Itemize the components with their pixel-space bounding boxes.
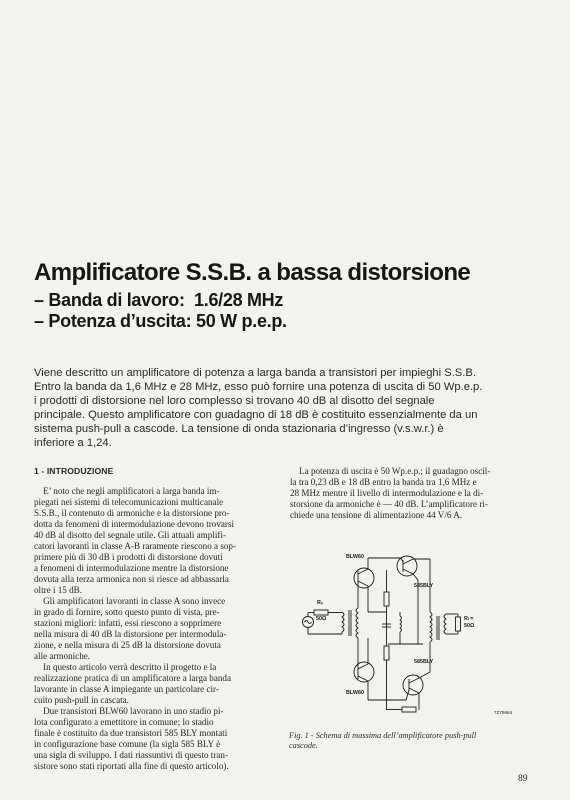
bias-resistor-upper xyxy=(384,592,389,606)
body-line: realizzazione pratica di un amplificatore a larga banda xyxy=(34,673,232,683)
abstract-line: inferiore a 1,24. xyxy=(34,437,112,449)
body-line: zione, e nella misura di 25 dB la distorsione dovuta xyxy=(34,640,221,650)
label-blw60-bottom: BLW60 xyxy=(346,690,364,696)
right-column xyxy=(290,466,546,521)
body-line: lota configurato a emettitore in comune; lo stadio xyxy=(34,717,214,727)
label-blw60-top: BLW60 xyxy=(346,554,364,560)
label-585bly-top: 585BLY xyxy=(414,583,434,589)
body-line: in grado di fornire, sotto questo punto di vista, pre- xyxy=(34,607,220,617)
body-line: S.S.B., il contenuto di armoniche e la distorsione pro- xyxy=(34,508,230,518)
body-line: Gli amplificatori lavoranti in classe A sono invece xyxy=(34,596,226,606)
right-column-body xyxy=(290,466,546,521)
input-transformer-secondary xyxy=(356,608,358,638)
body-line: storsione da armoniche è — 40 dB. L’amplificatore ri- xyxy=(290,499,488,509)
body-line: dotta da fenomeni di intermodulazione devono trovarsi xyxy=(34,519,235,529)
abstract-line: Viene descritto un amplificatore di potenza a larga banda a transistori per impieghi S.S.B. xyxy=(34,367,476,379)
abstract xyxy=(34,366,560,450)
body-line: La potenza di uscita è 50 Wp.e.p.; il guadagno oscil- xyxy=(290,466,491,476)
figure-caption xyxy=(289,731,539,751)
output-transformer-secondary xyxy=(444,614,446,634)
left-column xyxy=(34,466,284,772)
abstract-line: Entro la banda da 1,6 MHz e 28 MHz, esso può fornire una potenza di uscita di 50 Wp.e.p. xyxy=(34,381,483,393)
emitter-resistor xyxy=(402,707,416,712)
body-line: 40 dB al disotto del segnale utile. Gli attuali amplifi- xyxy=(34,530,226,540)
subtitle-power: – Potenza d’uscita: 50 W p.e.p. xyxy=(34,311,287,331)
body-line: Due transistori BLW60 lavorano in uno stadio pi- xyxy=(34,706,224,716)
left-column-body xyxy=(34,486,284,772)
body-line: sistore sono stati riportati alla fine di questo articolo). xyxy=(34,761,229,771)
figure-reference-code: 7Z79684 xyxy=(494,710,513,715)
body-line: piegati nei sistemi di telecomunicazioni multicanale xyxy=(34,497,224,507)
body-line: nella misura di 40 dB la distorsione per intermodula- xyxy=(34,629,227,639)
caption-line: cascode. xyxy=(289,741,318,750)
body-line: stazioni migliori: infatti, essi riescono a sopprimere xyxy=(34,618,222,628)
label-load-resistance: Rₗ = xyxy=(464,616,474,622)
article-title: Amplificatore S.S.B. a bassa distorsione xyxy=(34,259,471,286)
choke-inductor xyxy=(400,616,402,632)
body-line: chiede una tensione di alimentazione 44 V/6 A. xyxy=(290,510,463,520)
section-heading: 1 - INTRODUZIONE xyxy=(34,466,114,476)
abstract-line: i prodotti di distorsione nel loro complesso si trovano 40 dB al disotto del segnale xyxy=(34,395,435,407)
body-line: una sigla di sviluppo. I dati riassuntivi di questo tran- xyxy=(34,750,228,760)
body-line: finale è costituito da due transistori 585 BLY montati xyxy=(34,728,228,738)
body-line: alle armoniche. xyxy=(34,651,91,661)
body-line: la tra 0,23 dB e 18 dB entro la banda tra 1,6 MHz e xyxy=(290,477,477,487)
body-line: catori lavoranti in classe A-B raramente riescono a sop- xyxy=(34,541,237,551)
source-resistor xyxy=(314,610,328,615)
body-line: primere più di 30 dB i prodotti di distorsione dovuti xyxy=(34,552,223,562)
body-line: 28 MHz mentre il livello di intermodulazione e la di- xyxy=(290,488,484,498)
label-585bly-bottom: 585BLY xyxy=(414,659,434,665)
body-line: cuito push-pull in cascata. xyxy=(34,695,129,705)
page-number: 89 xyxy=(518,774,528,784)
body-line: lavorante in classe A impiegante un particolare cir- xyxy=(34,684,219,694)
label-source-resistance-value: 50Ω xyxy=(316,616,327,622)
bias-resistor-lower xyxy=(384,646,389,660)
output-transformer-primary xyxy=(430,612,432,642)
label-load-resistance-value: 50Ω xyxy=(464,623,475,629)
body-line: a fenomeni di intermodulazione mentre la distorsione xyxy=(34,563,229,573)
circuit-figure xyxy=(298,550,538,730)
circuit-schematic xyxy=(298,550,538,730)
transistor-585bly-lower xyxy=(403,675,423,695)
caption-line: Fig. 1 - Schema di massima dell’amplificatore push-pull xyxy=(289,731,477,740)
body-line: dovuta alla terza armonica non si riesce ad abbassarla xyxy=(34,574,229,584)
body-line: in configurazione base comune (la sigla 585 BLY è xyxy=(34,739,221,749)
body-line: E’ noto che negli amplificatori a larga banda im- xyxy=(34,486,220,496)
body-line: oltre i 15 dB. xyxy=(34,585,82,595)
load-resistor xyxy=(456,617,461,631)
input-transformer-primary xyxy=(342,612,344,632)
body-line: In questo articolo verrà descritto il progetto e la xyxy=(34,662,217,672)
subtitle-bandwidth: – Banda di lavoro: 1.6/28 MHz xyxy=(34,290,284,310)
label-source-resistance: Rₛ xyxy=(317,600,323,606)
abstract-line: sistema push-pull a cascode. La tensione di onda stazionaria d’ingresso (v.s.w.r.) è xyxy=(34,423,444,435)
abstract-line: principale. Questo amplificatore con guadagno di 18 dB è costituito essenzialmente da un xyxy=(34,409,478,421)
